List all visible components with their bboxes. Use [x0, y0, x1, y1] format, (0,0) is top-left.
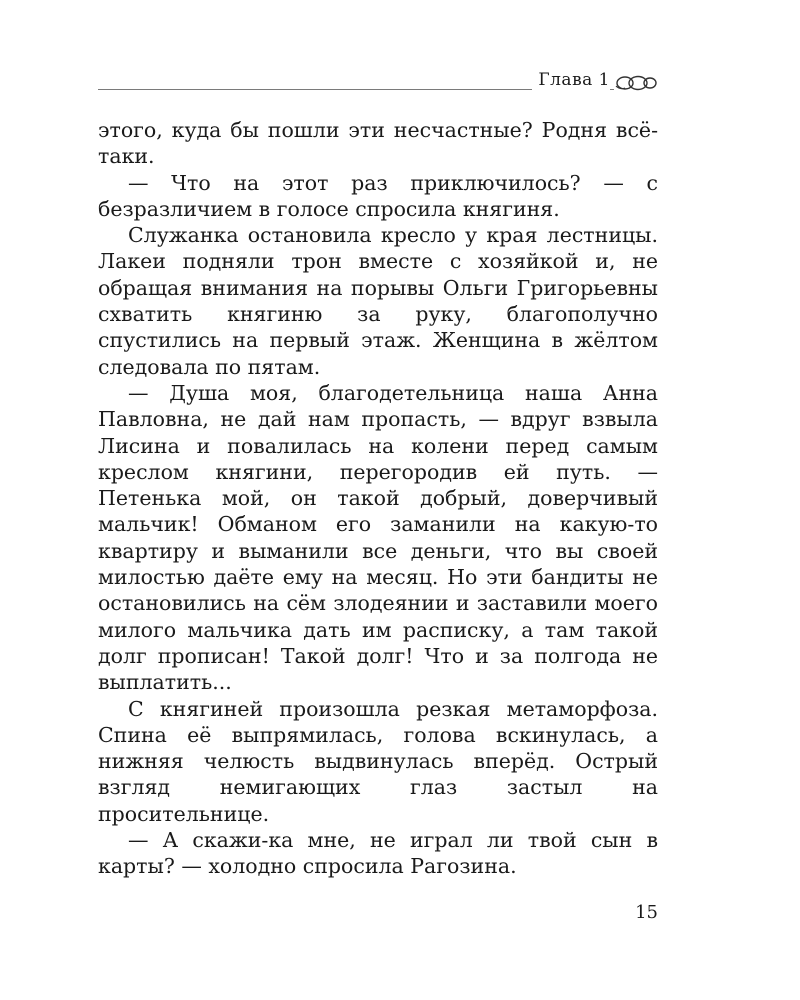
- page-body: [98, 117, 658, 880]
- paragraph: С княгиней произошла резкая метаморфоза. Спина её выпрямилась, голова вскинулась, а нижняя челюсть выдвинулась вперёд. Острый взгляд немигающих глаз застыл на просительнице.: [98, 696, 658, 826]
- ornament-icon: [614, 74, 658, 92]
- chapter-title: Глава 1: [532, 70, 610, 90]
- paragraph: — Что на этот раз приключилось? — с безразличием в голосе спросила княгиня.: [98, 170, 658, 221]
- page-number: 15: [635, 902, 658, 923]
- paragraph: — Душа моя, благодетельница наша Анна Павловна, не дай нам пропасть, — вдруг взвыла Лисина и повалилась на колени перед самым креслом княгини, перегородив ей путь. — Петенька мой, он такой добрый, доверчивый мальчик! Обманом его заманили на какую-то квартиру и выманили все деньги, что вы своей милостью даёте ему на месяц. Но эти бандиты не остановились на сём злодеянии и заставили моего милого мальчика дать им расписку, а там такой долг прописан! Такой долг! Что и за полгода не выплатить...: [98, 380, 658, 695]
- paragraph: Служанка остановила кресло у края лестницы. Лакеи подняли трон вместе с хозяйкой и, не обращая внимания на порывы Ольги Григорьевны схватить княгиню за руку, благополучно спустились на первый этаж. Женщина в жёлтом следовала по пятам.: [98, 223, 658, 379]
- paragraph: — А скажи-ка мне, не играл ли твой сын в карты? — холодно спросила Рагозина.: [98, 828, 658, 879]
- running-header: [98, 70, 658, 96]
- paragraph: этого, куда бы пошли эти несчастные? Родня всё-таки.: [98, 118, 658, 169]
